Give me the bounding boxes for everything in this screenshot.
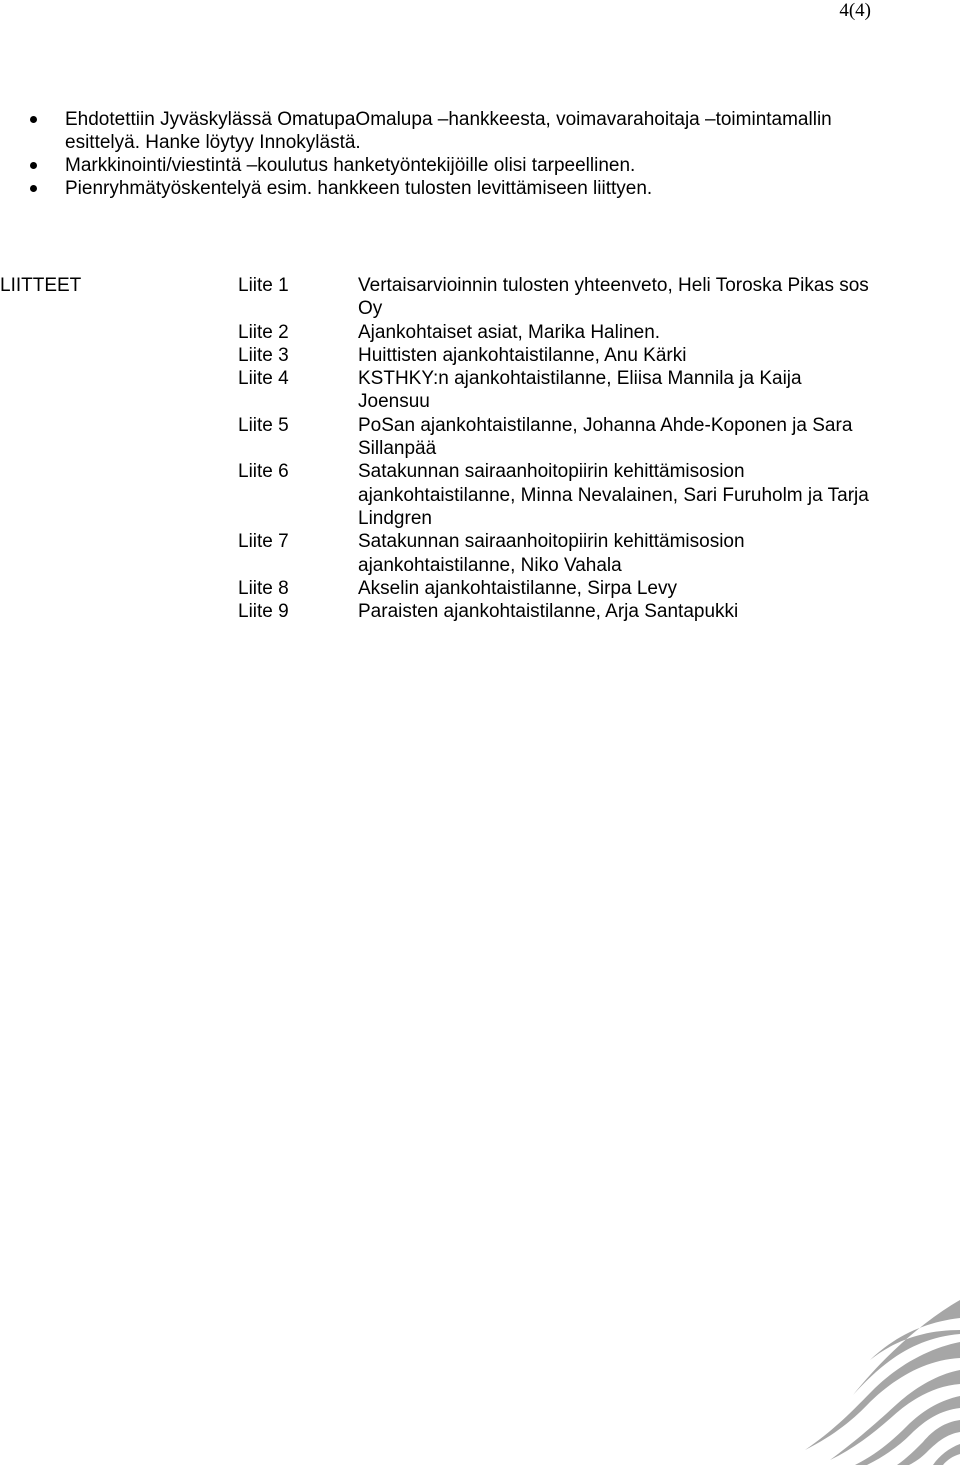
attachment-description: Satakunnan sairaanhoitopiirin kehittämisosion ajankohtaistilanne, Minna Nevalainen, Sari Furuholm ja Tarja Lindgren (358, 461, 869, 529)
attachment-description: Huittisten ajankohtaistilanne, Anu Kärki (358, 344, 687, 366)
attachment-label: Liite 2 (238, 321, 289, 343)
attachment-row (0, 367, 960, 414)
bullet-icon (30, 185, 37, 192)
bullet-icon (30, 116, 37, 123)
attachment-label: Liite 4 (238, 368, 289, 390)
attachment-description: PoSan ajankohtaistilanne, Johanna Ahde-Koponen ja Sara Sillanpää (358, 414, 853, 460)
attachment-label: Liite 5 (238, 414, 289, 436)
bullet-item (30, 177, 910, 200)
bullet-icon (30, 162, 37, 169)
attachment-description: Satakunnan sairaanhoitopiirin kehittämisosion ajankohtaistilanne, Niko Vahala (358, 531, 745, 576)
attachment-label: Liite 7 (238, 531, 289, 553)
bullet-text: Ehdotettiin Jyväskylässä OmatupaOmalupa –hankkeesta, voimavarahoitaja –toimintamallin esittelyä. Hanke löytyy Innokylästä. (65, 109, 832, 153)
attachment-label: Liite 1 (238, 275, 289, 296)
attachment-description: Paraisten ajankohtaistilanne, Arja Santapukki (358, 601, 739, 623)
attachment-row (0, 344, 960, 367)
page-number: 4(4) (839, 0, 871, 21)
attachment-row (0, 530, 960, 577)
bullet-list (30, 108, 910, 200)
attachments-heading: LIITTEET (0, 275, 82, 296)
attachment-row (0, 600, 960, 623)
attachment-list (0, 274, 960, 623)
attachment-label: Liite 6 (238, 461, 289, 483)
attachment-row (0, 414, 960, 461)
attachment-description: KSTHKY:n ajankohtaistilanne, Eliisa Mannila ja Kaija Joensuu (358, 368, 802, 413)
attachment-label: Liite 9 (238, 601, 289, 623)
wave-logo-icon (775, 1300, 960, 1465)
bullet-item (30, 154, 910, 177)
bullet-text: Pienryhmätyöskentelyä esim. hankkeen tulosten levittämiseen liittyen. (65, 178, 653, 199)
attachment-label: Liite 8 (238, 577, 289, 599)
bullet-item (30, 108, 910, 154)
attachment-row (0, 460, 960, 530)
attachment-description: Ajankohtaiset asiat, Marika Halinen. (358, 321, 661, 343)
attachment-description: Vertaisarvioinnin tulosten yhteenveto, Heli Toroska Pikas sos Oy (358, 275, 869, 320)
bullet-text: Markkinointi/viestintä –koulutus hanketyöntekijöille olisi tarpeellinen. (65, 155, 636, 176)
attachment-description: Akselin ajankohtaistilanne, Sirpa Levy (358, 577, 677, 599)
attachment-row (0, 577, 960, 600)
attachment-row (0, 321, 960, 344)
attachment-row (0, 274, 960, 321)
attachment-label: Liite 3 (238, 344, 289, 366)
